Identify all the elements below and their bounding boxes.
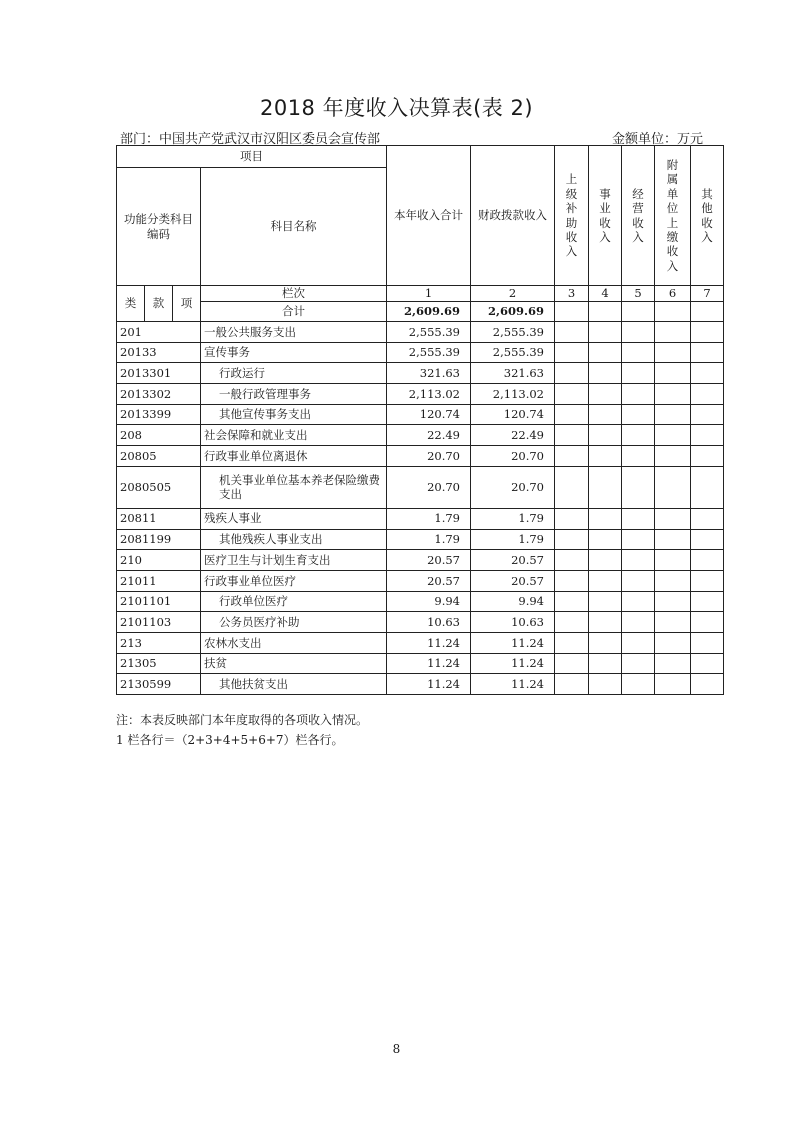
empty-cell (655, 612, 691, 633)
row-subject-name: 医疗卫生与计划生育支出 (201, 550, 387, 571)
table-row (117, 466, 724, 508)
empty-cell (622, 322, 655, 343)
row-total-amount: 2,113.02 (387, 384, 471, 405)
col-number: 5 (622, 286, 655, 302)
empty-cell (622, 674, 655, 695)
row-code: 2013301 (117, 363, 201, 384)
empty-cell (622, 570, 655, 591)
table-row (117, 529, 724, 550)
empty-cell (691, 446, 724, 467)
empty-cell (555, 322, 589, 343)
row-fiscal-amount: 2,113.02 (471, 384, 555, 405)
header-function-code: 功能分类科目编码 (117, 168, 201, 286)
col-number: 6 (655, 286, 691, 302)
table-row (117, 342, 724, 363)
row-code: 213 (117, 632, 201, 653)
empty-cell (622, 342, 655, 363)
empty-cell (691, 612, 724, 633)
empty-cell (555, 550, 589, 571)
empty-cell (655, 508, 691, 529)
row-total-amount: 20.70 (387, 446, 471, 467)
empty-cell (555, 363, 589, 384)
row-fiscal-amount: 11.24 (471, 653, 555, 674)
header-lanci: 栏次 (201, 286, 387, 302)
header-lei: 类 (117, 286, 145, 322)
header-xiang: 项 (173, 286, 201, 322)
row-code: 21011 (117, 570, 201, 591)
empty-cell (622, 612, 655, 633)
row-subject-name: 行政事业单位医疗 (201, 570, 387, 591)
row-subject-name: 宣传事务 (201, 342, 387, 363)
row-subject-name: 农林水支出 (201, 632, 387, 653)
table-row (117, 550, 724, 571)
row-code: 2013399 (117, 404, 201, 425)
header-superior-subsidy: 上 级 补 助 收 入 (555, 146, 589, 286)
row-fiscal-amount: 1.79 (471, 508, 555, 529)
header-subject-name: 科目名称 (201, 168, 387, 286)
row-total-amount: 22.49 (387, 425, 471, 446)
empty-cell (655, 632, 691, 653)
unit-label: 金额单位：万元 (612, 132, 704, 147)
row-total-amount: 11.24 (387, 632, 471, 653)
empty-cell (589, 674, 622, 695)
note-line-1: 注：本表反映部门本年度取得的各项收入情况。 (116, 713, 369, 727)
table-row (117, 612, 724, 633)
row-fiscal-amount: 22.49 (471, 425, 555, 446)
row-subject-name: 其他扶贫支出 (201, 674, 387, 695)
empty-cell (555, 446, 589, 467)
empty-cell (555, 342, 589, 363)
empty-cell (555, 632, 589, 653)
header-fiscal-allocation: 财政拨款收入 (471, 146, 555, 286)
row-total-amount: 20.70 (387, 466, 471, 508)
empty-cell (589, 363, 622, 384)
empty-cell (691, 404, 724, 425)
row-subject-name: 残疾人事业 (201, 508, 387, 529)
total-label: 合计 (201, 302, 387, 322)
empty-cell (691, 653, 724, 674)
empty-cell (655, 674, 691, 695)
empty-cell (655, 425, 691, 446)
total-row (117, 302, 724, 322)
empty-cell (589, 425, 622, 446)
table-row (117, 674, 724, 695)
table-row (117, 363, 724, 384)
empty-cell (589, 570, 622, 591)
empty-cell (589, 342, 622, 363)
empty-cell (622, 404, 655, 425)
row-total-amount: 2,555.39 (387, 342, 471, 363)
row-subject-name: 行政事业单位离退休 (201, 446, 387, 467)
empty-cell (555, 570, 589, 591)
col-number: 7 (691, 286, 724, 302)
row-fiscal-amount: 20.70 (471, 446, 555, 467)
empty-cell (691, 529, 724, 550)
empty-cell (555, 674, 589, 695)
empty-cell (622, 653, 655, 674)
empty-cell (555, 508, 589, 529)
row-total-amount: 11.24 (387, 653, 471, 674)
empty-cell (655, 653, 691, 674)
empty-cell (555, 404, 589, 425)
empty-cell (589, 550, 622, 571)
empty-cell (655, 322, 691, 343)
row-total-amount: 20.57 (387, 570, 471, 591)
row-total-amount: 11.24 (387, 674, 471, 695)
empty-cell (589, 384, 622, 405)
empty-cell (622, 508, 655, 529)
empty-cell (691, 384, 724, 405)
empty-cell (622, 466, 655, 508)
row-code: 2130599 (117, 674, 201, 695)
row-subject-name: 社会保障和就业支出 (201, 425, 387, 446)
table-row (117, 653, 724, 674)
total-fiscal: 2,609.69 (471, 302, 555, 322)
row-fiscal-amount: 2,555.39 (471, 342, 555, 363)
row-subject-name: 机关事业单位基本养老保险缴费支出 (201, 466, 387, 508)
col-number: 1 (387, 286, 471, 302)
empty-cell (589, 591, 622, 612)
header-kuan: 款 (145, 286, 173, 322)
empty-cell (691, 466, 724, 508)
empty-cell (655, 384, 691, 405)
empty-cell (555, 591, 589, 612)
empty-cell (589, 653, 622, 674)
row-fiscal-amount: 20.57 (471, 550, 555, 571)
row-total-amount: 120.74 (387, 404, 471, 425)
table-row (117, 570, 724, 591)
row-subject-name: 公务员医疗补助 (201, 612, 387, 633)
row-total-amount: 9.94 (387, 591, 471, 612)
row-subject-name: 一般公共服务支出 (201, 322, 387, 343)
empty-cell (655, 529, 691, 550)
row-code: 2013302 (117, 384, 201, 405)
empty-cell (555, 653, 589, 674)
department-label: 部门：中国共产党武汉市汉阳区委员会宣传部 (120, 132, 381, 147)
empty-cell (622, 384, 655, 405)
row-total-amount: 2,555.39 (387, 322, 471, 343)
empty-cell (691, 508, 724, 529)
header-other-income: 其 他 收 入 (691, 146, 724, 286)
row-code: 2101103 (117, 612, 201, 633)
row-code: 20133 (117, 342, 201, 363)
empty-cell (622, 632, 655, 653)
empty-cell (655, 550, 691, 571)
row-fiscal-amount: 9.94 (471, 591, 555, 612)
row-subject-name: 行政单位医疗 (201, 591, 387, 612)
col-number: 4 (589, 286, 622, 302)
row-fiscal-amount: 321.63 (471, 363, 555, 384)
empty-cell (622, 591, 655, 612)
empty-cell (589, 446, 622, 467)
empty-cell (655, 404, 691, 425)
empty-cell (655, 363, 691, 384)
total-amount: 2,609.69 (387, 302, 471, 322)
row-code: 208 (117, 425, 201, 446)
row-subject-name: 其他残疾人事业支出 (201, 529, 387, 550)
empty-cell (691, 342, 724, 363)
empty-cell (691, 570, 724, 591)
row-fiscal-amount: 1.79 (471, 529, 555, 550)
empty-cell (555, 466, 589, 508)
row-fiscal-amount: 120.74 (471, 404, 555, 425)
row-subject-name: 行政运行 (201, 363, 387, 384)
table-row (117, 425, 724, 446)
empty-cell (655, 466, 691, 508)
empty-cell (691, 363, 724, 384)
row-subject-name: 扶贫 (201, 653, 387, 674)
empty-cell (691, 674, 724, 695)
row-total-amount: 10.63 (387, 612, 471, 633)
col-number: 2 (471, 286, 555, 302)
empty-cell (589, 529, 622, 550)
table-row (117, 632, 724, 653)
row-fiscal-amount: 11.24 (471, 674, 555, 695)
row-code: 2101101 (117, 591, 201, 612)
empty-cell (589, 632, 622, 653)
income-table (116, 145, 724, 695)
row-code: 2081199 (117, 529, 201, 550)
empty-cell (622, 550, 655, 571)
row-subject-name: 其他宣传事务支出 (201, 404, 387, 425)
empty-cell (691, 550, 724, 571)
row-subject-name: 一般行政管理事务 (201, 384, 387, 405)
table-row (117, 446, 724, 467)
table-row (117, 384, 724, 405)
note-line-2: 1 栏各行＝（2+3+4+5+6+7）栏各行。 (116, 733, 344, 747)
empty-cell (655, 342, 691, 363)
empty-cell (622, 363, 655, 384)
row-fiscal-amount: 2,555.39 (471, 322, 555, 343)
empty-cell (691, 322, 724, 343)
row-code: 21305 (117, 653, 201, 674)
header-operating-income: 经 营 收 入 (622, 146, 655, 286)
empty-cell (691, 591, 724, 612)
empty-cell (622, 425, 655, 446)
empty-cell (622, 529, 655, 550)
empty-cell (589, 404, 622, 425)
empty-cell (555, 529, 589, 550)
empty-cell (589, 612, 622, 633)
row-code: 20805 (117, 446, 201, 467)
empty-cell (655, 446, 691, 467)
page-title: 2018 年度收入决算表(表 2) (259, 96, 534, 120)
empty-cell (589, 508, 622, 529)
header-affiliate-income: 附 属 单 位 上 缴 收 入 (655, 146, 691, 286)
row-total-amount: 20.57 (387, 550, 471, 571)
empty-cell (589, 466, 622, 508)
empty-cell (655, 591, 691, 612)
table-row (117, 591, 724, 612)
header-business-income: 事 业 收 入 (589, 146, 622, 286)
row-total-amount: 1.79 (387, 508, 471, 529)
empty-cell (655, 570, 691, 591)
empty-cell (691, 632, 724, 653)
header-total-income: 本年收入合计 (387, 146, 471, 286)
empty-cell (555, 384, 589, 405)
empty-cell (589, 322, 622, 343)
row-fiscal-amount: 10.63 (471, 612, 555, 633)
row-total-amount: 321.63 (387, 363, 471, 384)
empty-cell (555, 425, 589, 446)
empty-cell (691, 425, 724, 446)
row-code: 20811 (117, 508, 201, 529)
header-project: 项目 (117, 146, 387, 168)
table-row (117, 322, 724, 343)
row-fiscal-amount: 20.70 (471, 466, 555, 508)
table-row (117, 508, 724, 529)
col-number: 3 (555, 286, 589, 302)
table-row (117, 404, 724, 425)
page-number: 8 (392, 1042, 401, 1056)
row-code: 201 (117, 322, 201, 343)
row-fiscal-amount: 20.57 (471, 570, 555, 591)
empty-cell (555, 612, 589, 633)
row-code: 2080505 (117, 466, 201, 508)
row-fiscal-amount: 11.24 (471, 632, 555, 653)
row-total-amount: 1.79 (387, 529, 471, 550)
row-code: 210 (117, 550, 201, 571)
empty-cell (622, 446, 655, 467)
